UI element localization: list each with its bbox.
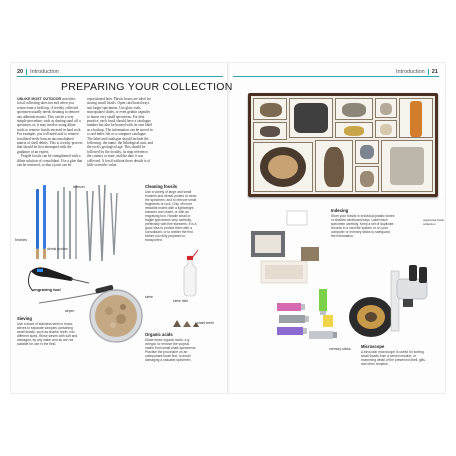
tray-cell: [335, 98, 373, 120]
label-memory-sticks: memory sticks: [329, 347, 351, 351]
tray-cell: [375, 120, 397, 138]
body-column-1: [17, 97, 83, 168]
left-page-header: [17, 68, 59, 76]
memory-stick-grey: [279, 315, 309, 323]
brush-2: [43, 185, 46, 249]
microscope-eyepiece-right: [419, 267, 427, 283]
tray-cell: [289, 98, 333, 138]
tweezer-3: [111, 193, 117, 255]
label-brushes: brushes: [15, 238, 28, 242]
acid-bottle: [184, 256, 196, 296]
microscope-eyepiece-left: [409, 265, 417, 281]
tray-cell: [253, 122, 287, 140]
label-engraving-tool: engraving tool: [33, 287, 61, 292]
microscope-illustration: [345, 263, 435, 343]
tray-cell: [381, 140, 433, 192]
caption-sieving-text: Use a stack of stainless steel or brass sieves to separate samples containing small fossils, such as sharks' teeth, into different sizes. Rinse sieves with soft and damaged, by any water and as are not suitable for use in the field.: [17, 322, 78, 346]
right-section-label: Introduction: [396, 69, 425, 75]
tray-cell: [375, 98, 397, 118]
caption-microscope-heading: Microscope: [361, 344, 385, 349]
body-text-3: repositioned later. Plastic boxes are ideal for storing small fossils. Open card board trays suit larger specimens. Use glass vials, micropalaeo slides, or even gelatin capsules to house very small specimens. For best practice, each fossil should have a catalogue number but also be housed with its own label as a backup. The information can be stored in a card index file or a computer catalogue. The label and catalogue should include the following: the name, the lithological unit, and the rock's geological age. This should be followed by the locality, its map reference, the country or state, and the date it was collected. A fossil without these details is of little scientific value.: [87, 97, 153, 168]
caption-cleaning-text: Use a variety of large and small brushes and dental probes to clean the specimen, and to remove small fragments of rock. Chip off more resistant matrix with a lightweight hammer and chisel, or with an engraving tool. Handle small or fragile specimens very carefully, preferably with fine tweezers. It is a good idea to protect them with a consolidant, or to shelter the find before you fully prepared or transported.: [145, 190, 197, 242]
page-gutter: [227, 63, 229, 393]
tray-cell: [355, 166, 379, 192]
body-text-1: activities, fossil collecting does not end when you return from a field trip. A freshly collected specimen usually needs cleaning to remove any adherent matrix. This can be a very simple procedure, such as dusting sand off a specimen, or, it may involve using dilute acids to remove fossils encased in hard rock. For example, you will need acid to remove fossilized teeth from an unconsolidated matrix of shell debris. This is a tricky process that should be first attempted with the guidance of an expert.: [17, 97, 83, 154]
left-header-rule: [17, 76, 223, 77]
left-page-number: 20: [17, 69, 24, 75]
caption-organic-acids: [145, 333, 197, 362]
caption-sieving: [17, 317, 79, 346]
tweezer-1: [87, 191, 93, 261]
caption-indexing-heading: Indexing: [331, 208, 349, 213]
caption-microscope: [361, 345, 427, 366]
caption-indexing: [331, 209, 395, 238]
right-page-number: 21: [431, 69, 438, 75]
caption-acids-text: Dilute these organic acids, e.g. vinegar, to remove the surplus matrix from small chalk specimens. Practise the procedure on an unimportant fossil first, to avoid damaging a valuable specimen.: [145, 338, 197, 362]
tray-cell: [253, 98, 287, 120]
page-title: PREPARING YOUR COLLECTION: [61, 81, 233, 93]
header-divider: [428, 69, 429, 75]
tray-cell: [315, 140, 353, 192]
caption-cleaning-heading: Cleaning fossils: [145, 184, 178, 189]
label-tweezer: tweezer: [73, 185, 85, 189]
caption-cleaning-fossils: [145, 185, 199, 242]
storage-boxes-illustration: [247, 209, 327, 289]
dental-probe-4: [75, 185, 77, 259]
fossil-drawer-inner: [251, 96, 435, 194]
plastic-box: [287, 211, 307, 225]
label-airpen: airpen: [65, 309, 75, 313]
caption-sieving-heading: Sieving: [17, 316, 32, 321]
dental-probe-3: [69, 191, 71, 259]
memory-stick-green: [319, 289, 327, 315]
tray-cell: [355, 140, 379, 164]
right-page-header: [396, 68, 438, 76]
caption-indexing-text: Store your fossils in individual plastic boxes or shallow cardboard trays. Label each specimen carefully. Keep a set of duplicate records in a card file system or on your computer or memory sticks to safeguard the information.: [331, 214, 395, 238]
tweezer-2: [99, 185, 105, 261]
memory-stick-silver: [309, 331, 337, 339]
label-organized-collection: organized fossil collection: [423, 218, 444, 226]
tray-cell: [399, 98, 433, 138]
label-dental-probes: dental probes: [47, 247, 68, 251]
label-shark-teeth: shark teeth: [197, 321, 214, 325]
sieve-sediment: [95, 295, 137, 337]
memory-stick-pink: [277, 303, 305, 311]
header-divider: [26, 69, 27, 75]
tray-cell: [335, 122, 373, 138]
memory-sticks-illustration: [275, 287, 345, 347]
book-spread: [11, 63, 445, 393]
fossil-specimen-box: [301, 247, 319, 261]
microscope-stand: [391, 271, 399, 331]
body-column-2: [87, 97, 153, 168]
left-section-label: Introduction: [30, 69, 59, 75]
fossil-drawer: [248, 93, 438, 197]
label-sieve-dish: sieve dish: [173, 299, 189, 303]
lead-in: UNLIKE MOST OUTDOOR: [17, 97, 62, 101]
sieve-illustration: [89, 289, 143, 343]
memory-stick-yellow: [323, 315, 333, 327]
caption-acids-heading: Organic acids: [145, 332, 173, 337]
tray-cell: [253, 142, 313, 192]
memory-stick-purple: [277, 327, 307, 335]
caption-microscope-text: A binocular microscope is useful for sorting small fossils from a sieved residue, or examining detail of the preserved shell, gills, and other remains.: [361, 350, 426, 366]
brush-1: [36, 189, 39, 249]
right-header-rule: [233, 76, 439, 77]
body-text-2: Fragile fossils can be strengthened with a dilute solution of consolidant. Use a glue that can be removed, so that a joint can be: [17, 154, 83, 168]
acid-bottle-illustration: [180, 256, 200, 296]
label-sieve: sieve: [145, 295, 153, 299]
